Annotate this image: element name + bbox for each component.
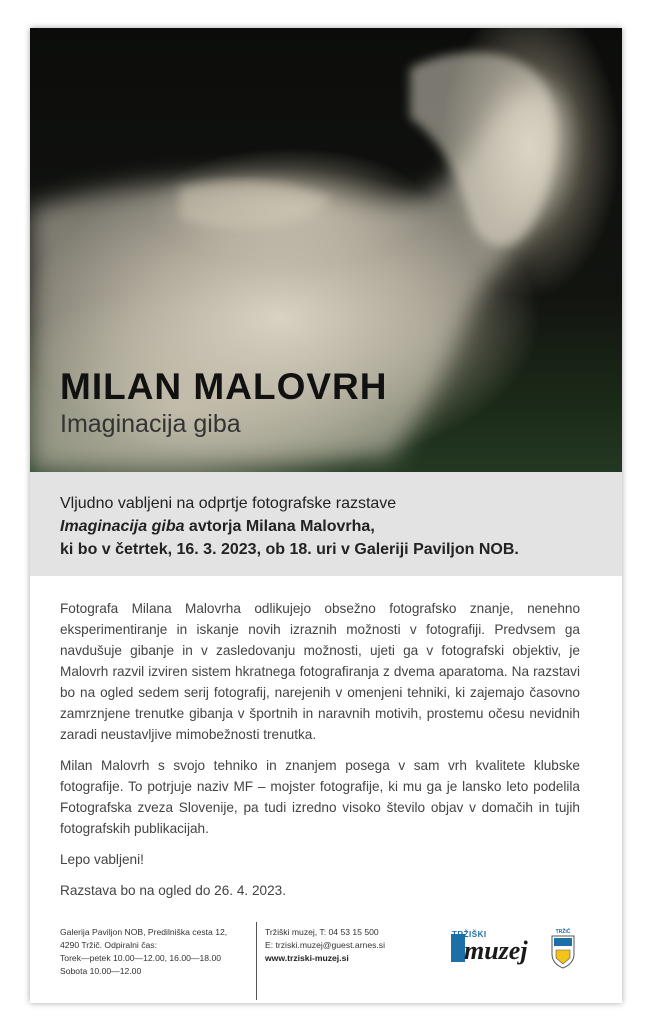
trzic-crest-icon <box>550 926 576 970</box>
footer-divider <box>256 922 257 1000</box>
paragraph-duration: Razstava bo na ogled do 26. 4. 2023. <box>60 883 286 898</box>
exhibition-title: Imaginacija giba <box>60 410 241 438</box>
body-text <box>60 598 580 911</box>
paragraph-description: Fotografa Milana Malovrha odlikujejo obsežno fotografsko znanje, nenehno eksperimentiranje in iskanje novih izraznih možnosti v fotografiji. Predvsem ga navdušuje gibanje in v zasledovanju možnosti, ujeti ga v fotografski objektiv, je Malovrh razvil izviren sistem hkratnega fotografiranja z dvema aparatoma. Na razstavi bo na ogled sedem serij fotografij, narejenih v omenjeni tehniki, ki zajemajo časovno zamrznjene trenutke gibanja v športnih in naravnih motivih, prostemu očesu nevidnih zaradi neustavljive mimobežnosti trenutka. <box>60 601 580 742</box>
museum-contact <box>265 926 445 965</box>
paragraph-welcome: Lepo vabljeni! <box>60 852 144 867</box>
invitation-exhibition-title: Imaginacija giba <box>60 518 185 535</box>
invitation-line-3: ki bo v četrtek, 16. 3. 2023, ob 18. uri v Galeriji Paviljon NOB. <box>60 541 519 558</box>
museum-email[interactable]: E: trziski.muzej@guest.arnes.si <box>265 940 386 950</box>
invitation-card <box>30 28 622 1003</box>
hours-weekday: Torek—petek 10.00—12.00, 16.00—18.00 <box>60 953 222 963</box>
logo-small-text: TRŽIŠKI <box>452 930 487 939</box>
paragraph-achievements: Milan Malovrh s svojo tehniko in znanjem posega v sam vrh kvalitete klubske fotografije. To potrjuje naziv MF – mojster fotografije, ki mu ga je lansko leto podelila Fotografska zveza Slovenije, pa tudi izredno visoko število objav v domačih in tujih fotografskih publikacijah. <box>60 758 580 836</box>
invitation-line-2 <box>60 515 622 538</box>
hours-saturday: Sobota 10.00—12.00 <box>60 966 142 976</box>
museum-website-link[interactable]: www.trziski-muzej.si <box>265 953 349 963</box>
invitation-author: avtorja Milana Malovrha, <box>184 518 375 535</box>
museum-phone: Tržiški muzej, T: 04 53 15 500 <box>265 927 379 937</box>
hero-photo <box>30 28 622 472</box>
crest-label: TRŽIČ <box>555 929 571 935</box>
artist-name: MILAN MALOVRH <box>60 366 388 407</box>
logo-big-text: muzej <box>464 936 528 965</box>
footer <box>30 918 622 1003</box>
invitation-line-1: Vljudno vabljeni na odprtje fotografske razstave <box>60 495 397 512</box>
gallery-info <box>60 926 255 978</box>
gallery-address: Galerija Paviljon NOB, Predilniška cesta 12, <box>60 927 228 937</box>
gallery-city: 4290 Tržič. Odpiralni čas: <box>60 940 157 950</box>
invitation-band <box>30 472 622 576</box>
